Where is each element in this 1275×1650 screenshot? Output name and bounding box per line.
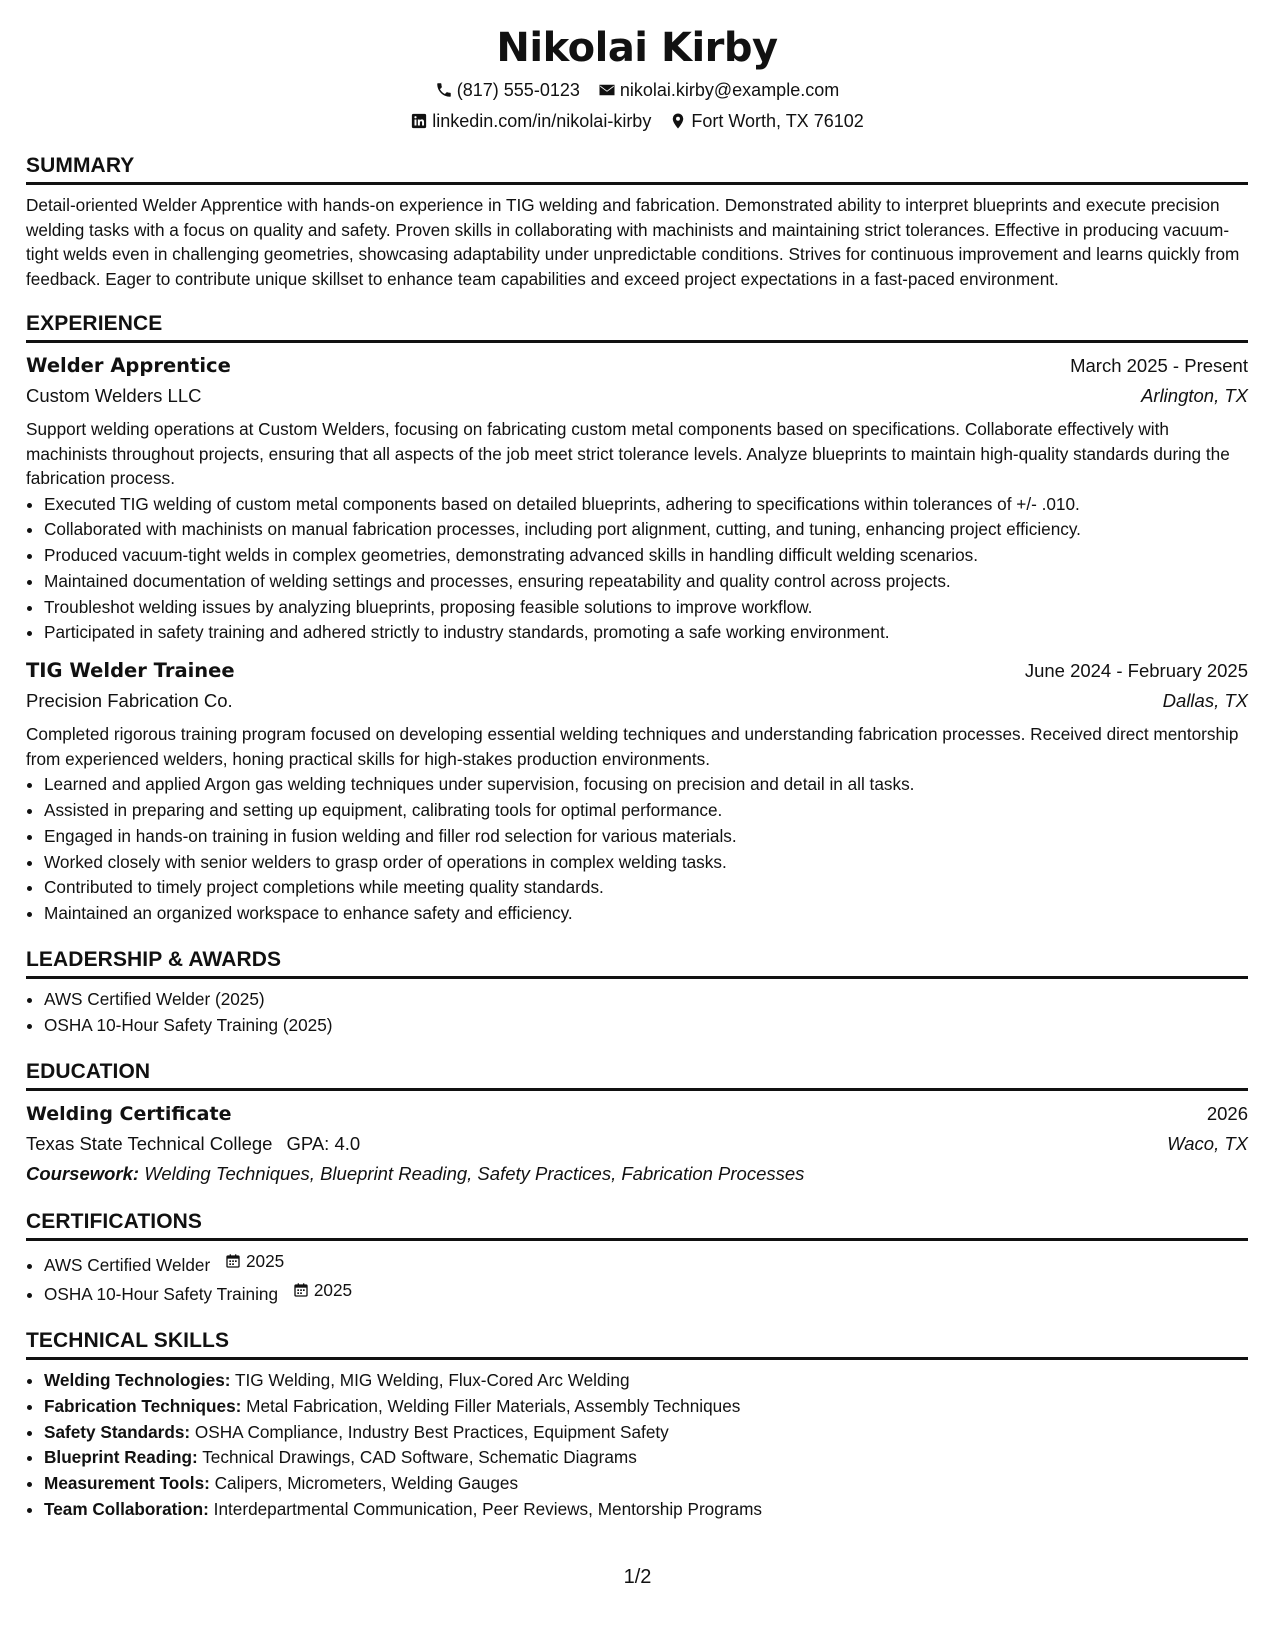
education-gpa: GPA: 4.0 [286, 1132, 361, 1154]
education-school-group [26, 1129, 360, 1159]
job-description: Completed rigorous training program focused on developing essential welding techniques and understanding fabrication processes. Received direct mentorship from experienced welders, honing practical skills for high-stakes production environments. [26, 724, 1239, 769]
section-title: TECHNICAL SKILLS [26, 1329, 230, 1353]
certification-year: 2025 [313, 1280, 353, 1301]
list-item: • OSHA 10-Hour Safety Training (2025) [44, 1013, 1248, 1039]
certifications-section [26, 1209, 1248, 1308]
job-entry [26, 351, 1248, 646]
phone-text: (817) 555-0123 [456, 80, 580, 100]
envelope-icon [598, 81, 616, 99]
job-company-row [26, 686, 1248, 716]
list-item [44, 1471, 1248, 1497]
job-bullets [26, 772, 1248, 927]
contact-email[interactable] [598, 78, 839, 102]
job-dates: March 2025 - Present [1070, 355, 1248, 376]
list-item: • Executed TIG welding of custom metal components based on detailed blueprints, adhering to specifications within tolerances of +/- .010. [44, 492, 1248, 518]
education-year: 2026 [1206, 1102, 1248, 1124]
certification-year: 2025 [245, 1250, 285, 1271]
linkedin-link[interactable]: linkedin.com/in/nikolai-kirby [432, 111, 652, 131]
job-company: Custom Welders LLC [26, 385, 202, 406]
skills-list [26, 1368, 1248, 1523]
list-item: • Assisted in preparing and setting up equipment, calibrating tools for optimal performance. [44, 798, 1248, 824]
skill-label: Fabrication Techniques: [44, 1395, 242, 1416]
list-item [44, 1249, 1248, 1279]
list-item [44, 1394, 1248, 1420]
coursework-label: Coursework: [26, 1162, 140, 1184]
job-location: Arlington, TX [1141, 385, 1248, 406]
section-divider [26, 1088, 1248, 1091]
skill-value: Technical Drawings, CAD Software, Schematic Diagrams [202, 1447, 637, 1468]
section-title: EDUCATION [26, 1059, 151, 1083]
skill-value: OSHA Compliance, Industry Best Practices, Equipment Safety [194, 1421, 669, 1442]
certification-date [293, 1278, 352, 1304]
list-item: • Produced vacuum-tight welds in complex geometries, demonstrating advanced skills in handling difficult welding scenarios. [44, 543, 1248, 569]
job-dates: June 2024 - February 2025 [1024, 660, 1248, 682]
section-title: CERTIFICATIONS [26, 1209, 203, 1233]
skill-value: TIG Welding, MIG Welding, Flux-Cored Arc Welding [235, 1370, 630, 1391]
job-description: Support welding operations at Custom Welders, focusing on fabricating custom metal components based on specifications. Collaborate effectively with machinists throughout projects, ensuring that all aspects of the job meet strict tolerance levels. Analyze blueprints to maintain high-quality standards during the fabrication process. [26, 419, 1230, 488]
job-location: Dallas, TX [1162, 690, 1248, 712]
contact-line-2 [26, 109, 1248, 133]
job-bullets [26, 492, 1248, 647]
contact-phone [435, 78, 580, 102]
job-company-row [26, 381, 1248, 411]
list-item: • Participated in safety training and adhered strictly to industry standards, promoting a safe working environment. [44, 620, 1248, 646]
education-coursework [26, 1159, 1248, 1189]
contact-line-1 [26, 78, 1248, 102]
skill-label: Safety Standards: [44, 1421, 191, 1442]
section-title: SUMMARY [26, 154, 135, 177]
job-header-row [26, 656, 1248, 686]
list-item: • Worked closely with senior welders to grasp order of operations in complex welding tasks. [44, 850, 1248, 876]
job-entry [26, 656, 1248, 927]
skill-label: Measurement Tools: [44, 1473, 210, 1494]
calendar-icon [225, 1253, 243, 1271]
skill-label: Welding Technologies: [44, 1370, 231, 1391]
education-school: Texas State Technical College [26, 1132, 273, 1154]
list-item [44, 1278, 1248, 1308]
candidate-name: Nikolai Kirby [496, 25, 778, 71]
skills-section [26, 1328, 1248, 1523]
job-title: Welder Apprentice [26, 354, 231, 377]
skill-value: Metal Fabrication, Welding Filler Materials, Assembly Techniques [246, 1395, 741, 1416]
location-text: Fort Worth, TX 76102 [691, 111, 864, 131]
job-title: TIG Welder Trainee [26, 659, 235, 683]
section-divider [26, 340, 1248, 343]
section-divider [26, 976, 1248, 979]
education-header-row [26, 1099, 1248, 1129]
section-title: EXPERIENCE [26, 312, 163, 335]
certification-name: OSHA 10-Hour Safety Training [44, 1284, 279, 1305]
email-link[interactable]: nikolai.kirby@example.com [619, 80, 840, 100]
list-item [44, 1368, 1248, 1394]
contact-location [669, 109, 863, 133]
calendar-icon [293, 1282, 311, 1300]
section-divider [26, 1238, 1248, 1241]
education-degree: Welding Certificate [26, 1102, 232, 1125]
certifications-list [26, 1249, 1248, 1308]
contact-linkedin[interactable] [410, 109, 651, 133]
phone-icon [435, 81, 453, 99]
resume-content [26, 22, 1248, 1523]
page-number: 1/2 [623, 1566, 652, 1588]
coursework-text: Welding Techniques, Blueprint Reading, Safety Practices, Fabrication Processes [144, 1162, 805, 1184]
skill-label: Team Collaboration: [44, 1499, 209, 1520]
job-header-row [26, 351, 1248, 381]
education-location: Waco, TX [1167, 1132, 1248, 1154]
summary-text: Detail-oriented Welder Apprentice with hands-on experience in TIG welding and fabrication. Demonstrated ability to interpret blueprints and execute precision welding tasks with a focus on quality and safety. Proven skills in collaborating with machinists and maintaining strict tolerances. Effective in producing vacuum-tight welds even in challenging geometries, showcasing adaptability under unpredictable conditions. Strives for continuous improvement and learns quickly from feedback. Eager to contribute unique skillset to enhance team capabilities and exceed project expectations in a fast-paced environment. [26, 195, 1240, 289]
skill-label: Blueprint Reading: [44, 1447, 198, 1468]
list-item [44, 1420, 1248, 1446]
linkedin-icon [410, 112, 428, 130]
section-title: LEADERSHIP & AWARDS [26, 948, 282, 972]
list-item: • Maintained an organized workspace to enhance safety and efficiency. [44, 901, 1248, 927]
list-item: • Engaged in hands-on training in fusion welding and filler rod selection for various materials. [44, 824, 1248, 850]
summary-section [26, 153, 1248, 291]
education-section [26, 1059, 1248, 1189]
map-pin-icon [669, 112, 687, 130]
list-item: • Learned and applied Argon gas welding techniques under supervision, focusing on precision and detail in all tasks. [44, 772, 1248, 798]
awards-list [26, 987, 1248, 1039]
list-item: • AWS Certified Welder (2025) [44, 987, 1248, 1013]
job-company: Precision Fabrication Co. [26, 690, 233, 712]
list-item [44, 1445, 1248, 1471]
list-item: • Contributed to timely project completions while meeting quality standards. [44, 875, 1248, 901]
section-divider [26, 1357, 1248, 1360]
experience-section [26, 311, 1248, 927]
skill-value: Interdepartmental Communication, Peer Reviews, Mentorship Programs [213, 1499, 762, 1520]
list-item: • Maintained documentation of welding settings and processes, ensuring repeatability and quality control across projects. [44, 569, 1248, 595]
certification-date [225, 1249, 284, 1275]
certification-name: AWS Certified Welder [44, 1254, 211, 1275]
skill-value: Calipers, Micrometers, Welding Gauges [214, 1473, 519, 1494]
list-item: • Troubleshot welding issues by analyzing blueprints, proposing feasible solutions to improve workflow. [44, 595, 1248, 621]
list-item [44, 1497, 1248, 1523]
leadership-section [26, 947, 1248, 1039]
education-school-row [26, 1129, 1248, 1159]
section-divider [26, 182, 1248, 185]
list-item: • Collaborated with machinists on manual fabrication processes, including port alignment, cutting, and tuning, enhancing project efficiency. [44, 517, 1248, 543]
